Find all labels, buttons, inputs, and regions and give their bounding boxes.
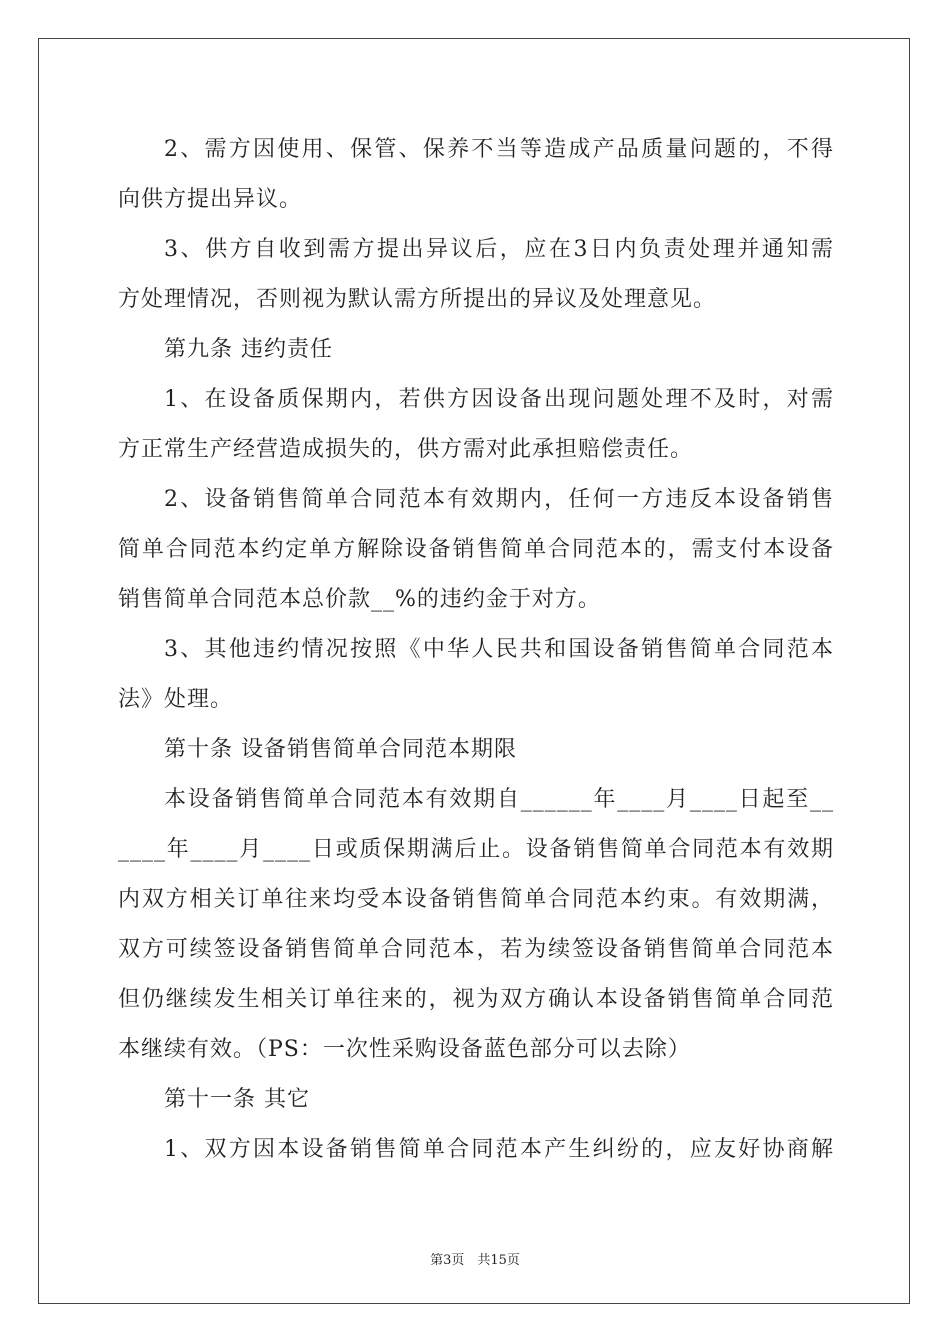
paragraph-line: 法》处理。 xyxy=(118,687,234,712)
paragraph-line: 2、设备销售简单合同范本有效期内，任何一方违反本设备销售 xyxy=(164,487,834,512)
section-heading: 第十一条 其它 xyxy=(164,1087,310,1112)
paragraph-line: 内双方相关订单往来均受本设备销售简单合同范本约束。有效期满， xyxy=(118,887,834,912)
paragraph-line: 双方可续签设备销售简单合同范本，若为续签设备销售简单合同范本 xyxy=(118,937,834,962)
paragraph-line: 1、双方因本设备销售简单合同范本产生纠纷的，应友好协商解 xyxy=(164,1137,834,1162)
paragraph-line: 简单合同范本约定单方解除设备销售简单合同范本的，需支付本设备 xyxy=(118,537,834,562)
paragraph-line: 3、供方自收到需方提出异议后，应在3日内负责处理并通知需 xyxy=(164,237,834,262)
paragraph-line: 向供方提出异议。 xyxy=(118,187,303,212)
paragraph-line: 3、其他违约情况按照《中华人民共和国设备销售简单合同范本 xyxy=(164,637,834,662)
paragraph-line: 但仍继续发生相关订单往来的，视为双方确认本设备销售简单合同范 xyxy=(118,987,834,1012)
section-heading: 第九条 违约责任 xyxy=(164,337,333,362)
paragraph-line: 2、需方因使用、保管、保养不当等造成产品质量问题的，不得 xyxy=(164,137,834,162)
paragraph-line: 本设备销售简单合同范本有效期自______年____月____日起至__ xyxy=(164,787,834,812)
paragraph-line: 1、在设备质保期内，若供方因设备出现问题处理不及时，对需 xyxy=(164,387,834,412)
paragraph-line: 销售简单合同范本总价款__%的违约金于对方。 xyxy=(118,587,601,612)
paragraph-line: ____年____月____日或质保期满后止。设备销售简单合同范本有效期 xyxy=(118,837,834,862)
paragraph-line: 本继续有效。（PS：一次性采购设备蓝色部分可以去除） xyxy=(118,1037,691,1062)
page-number-footer: 第3页 共15页 xyxy=(430,1253,520,1268)
section-heading: 第十条 设备销售简单合同范本期限 xyxy=(164,737,517,762)
paragraph-line: 方正常生产经营造成损失的，供方需对此承担赔偿责任。 xyxy=(118,437,694,462)
paragraph-line: 方处理情况，否则视为默认需方所提出的异议及处理意见。 xyxy=(118,287,717,312)
